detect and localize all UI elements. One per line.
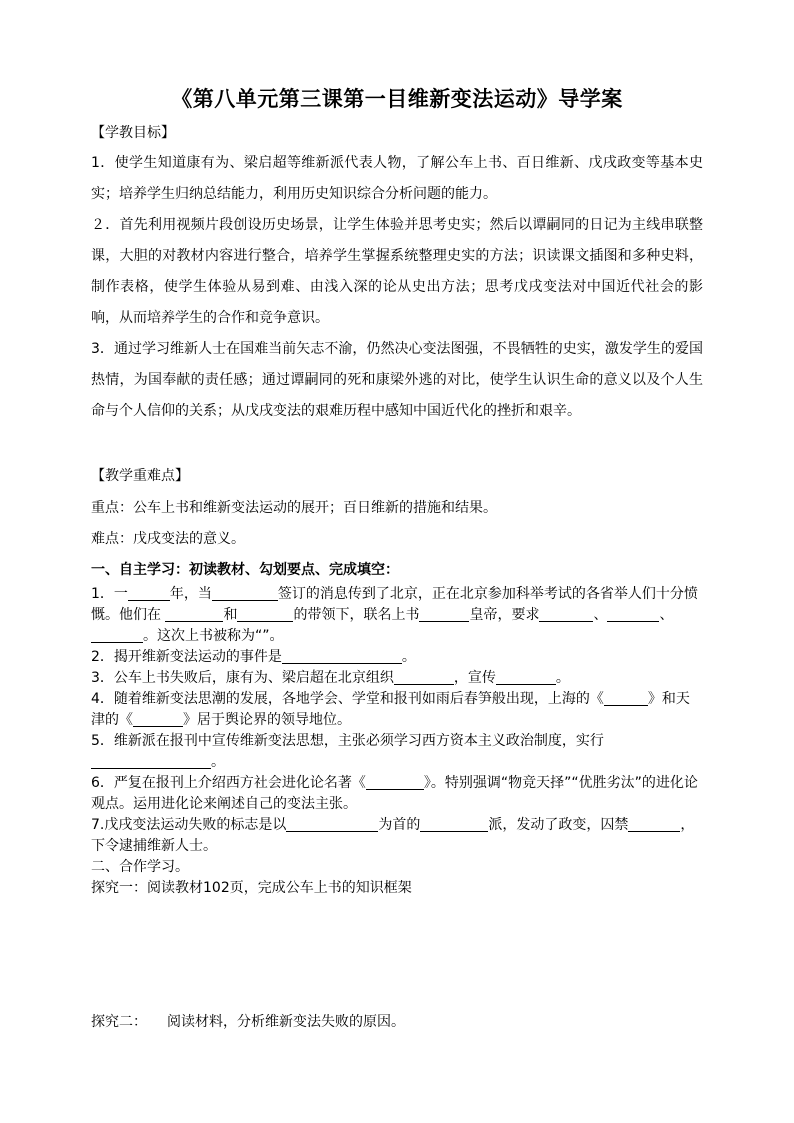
blank-field[interactable] [128, 585, 170, 601]
blank-field[interactable] [420, 816, 488, 832]
blank-field[interactable] [91, 627, 143, 643]
fill-in-questions [91, 584, 703, 899]
blank-field[interactable] [286, 816, 378, 832]
blank-field[interactable] [607, 606, 659, 622]
question-7: 7.戊戌变法运动失败的标志是以 为首的 派，发动了政变，囚禁 ，下令逮捕维新人士。 [91, 817, 695, 854]
objectives-list [91, 148, 703, 427]
coop-heading: 二、合作学习。 [91, 859, 189, 875]
objective-item: 1．使学生知道康有为、梁启超等维新派代表人物，了解公车上书、百日维新、戊戌政变等基本史实；培养学生归纳总结能力，利用历史知识综合分析问题的能力。 [91, 155, 703, 202]
objective-item: ２．首先利用视频片段创设历史场景，让学生体验并思考史实；然后以谭嗣同的日记为主线串联整课，大胆的对教材内容进行整合，培养学生掌握系统整理史实的方法；识读课文插图和多种史料，制作表格，使学生体验从易到难、由浅入深的论从史出方法；思考戊戌变法对中国近代社会的影响，从而培养学生的合作和竞争意识。 [91, 217, 703, 326]
blank-field[interactable] [628, 816, 680, 832]
inquiry-2 [91, 1012, 703, 1032]
objective-item: 3．通过学习维新人士在国难当前矢志不渝，仍然决心变法图强，不畏牺牲的史实，激发学生的爱国热情，为国奉献的责任感；通过谭嗣同的死和康梁外逃的对比，使学生认识生命的意义以及个人生命与个人信仰的关系；从戊戌变法的艰难历程中感知中国近代化的挫折和艰辛。 [91, 341, 703, 419]
question-5: 5．维新派在报刊中宣传维新变法思想，主张必须学习西方资本主义政治制度，实行。 [91, 733, 604, 770]
blank-field[interactable] [539, 606, 593, 622]
blank-field[interactable] [394, 669, 454, 685]
keypoint-difficulty: 难点：戊戌变法的意义。 [91, 531, 245, 547]
page-title: 《第八单元第三课第一目维新变法运动》导学案 [171, 86, 623, 111]
blank-field[interactable] [282, 648, 402, 664]
question-4: 4．随着维新变法思潮的发展，各地学会、学堂和报刊如雨后春笋般出现，上海的《 》和天津的《 》居于舆论界的领导地位。 [91, 691, 690, 728]
blank-field[interactable] [165, 606, 223, 622]
self-study-heading: 一、自主学习：初读教材、勾划要点、完成填空： [91, 562, 399, 578]
blank-field[interactable] [237, 606, 293, 622]
blank-field[interactable] [496, 669, 556, 685]
inquiry-1: 探究一：阅读教材102页，完成公车上书的知识框架 [91, 880, 412, 896]
inquiry-2-label: 探究二： [91, 1014, 147, 1030]
blank-field[interactable] [133, 711, 183, 727]
blank-field[interactable] [419, 606, 469, 622]
question-2: 2．揭开维新变法运动的事件是 。 [91, 649, 416, 665]
blank-field[interactable] [91, 753, 211, 769]
question-3: 3．公车上书失败后，康有为、梁启超在北京组织 ，宣传 。 [91, 670, 570, 686]
question-1: 1．一 年，当 签订的消息传到了北京，正在北京参加科举考试的各省举人们十分愤慨。他们在 和 的带领下，联名上书 皇帝，要求 、 、。这次上书被称为“”。 [91, 586, 698, 644]
objectives-heading: 【学教目标】 [91, 125, 175, 141]
blank-field[interactable] [366, 774, 424, 790]
question-6: 6．严复在报刊上介绍西方社会进化论名著《 》。特别强调“物竞天择”“优胜劣汰”的进化论观点。运用进化论来阐述自己的变法主张。 [91, 775, 698, 812]
blank-field[interactable] [212, 585, 278, 601]
keypoint-key: 重点：公车上书和维新变法运动的展开；百日维新的措施和结果。 [91, 500, 497, 516]
keypoints-heading: 【教学重难点】 [91, 468, 189, 484]
inquiry-2-text: 阅读材料，分析维新变法失败的原因。 [167, 1014, 405, 1030]
blank-field[interactable] [604, 690, 648, 706]
